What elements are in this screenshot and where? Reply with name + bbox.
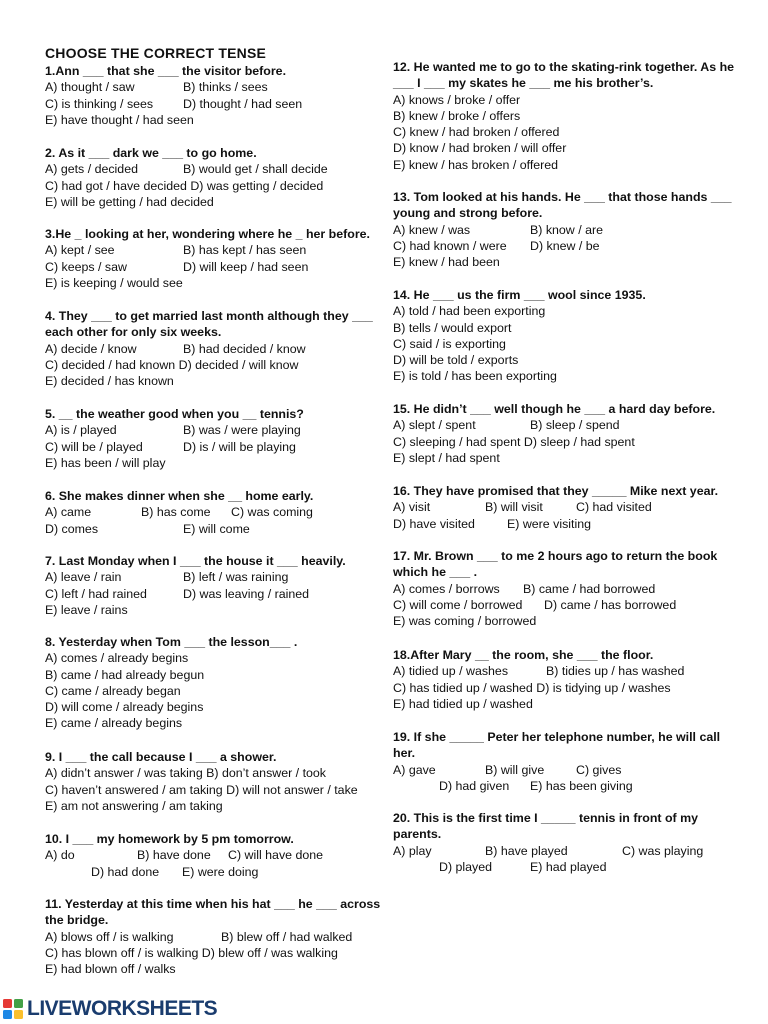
- question-text: 15. He didn’t ___ well though he ___ a hard day before.: [393, 402, 716, 416]
- option[interactable]: A) thought / saw: [45, 80, 135, 95]
- option[interactable]: D) will come / already begins: [45, 700, 204, 715]
- question-text: 12. He wanted me to go to the skating-rink together. As he ___ I ___ my skates he ___ me his brother’s.: [393, 60, 735, 91]
- option[interactable]: C) has blown off / is walking D) blew off / was walking: [45, 945, 338, 960]
- question-8: [45, 634, 390, 732]
- option[interactable]: B) came / had already begun: [45, 667, 205, 682]
- option[interactable]: A) knows / broke / offer: [393, 92, 521, 107]
- option[interactable]: C) keeps / saw: [45, 259, 127, 274]
- question-text: 3.He _ looking at her, wondering where he _ her before.: [45, 227, 370, 241]
- question-6: [45, 488, 390, 537]
- question-text: 18.After Mary __ the room, she ___ the floor.: [393, 648, 654, 662]
- option[interactable]: C) came / already began: [45, 683, 181, 698]
- option[interactable]: C) knew / had broken / offered: [393, 125, 560, 140]
- option[interactable]: B) has come: [141, 505, 211, 520]
- option[interactable]: B) came / had borrowed: [523, 581, 656, 596]
- question-text: 20. This is the first time I _____ tennis in front of my parents.: [393, 811, 699, 842]
- question-1: [45, 63, 390, 128]
- question-9: [45, 749, 390, 814]
- option[interactable]: C) was coming: [231, 505, 313, 520]
- option[interactable]: A) leave / rain: [45, 570, 122, 585]
- option[interactable]: A) gets / decided: [45, 162, 138, 177]
- question-text: 10. I ___ my homework by 5 pm tomorrow.: [45, 832, 294, 846]
- option[interactable]: A) slept / spent: [393, 418, 476, 433]
- option[interactable]: A) gave: [393, 762, 436, 777]
- liveworksheets-logo-icon: [2, 998, 24, 1020]
- option[interactable]: D) had done: [91, 864, 160, 879]
- question-text: 8. Yesterday when Tom ___ the lesson___ .: [45, 635, 298, 649]
- option[interactable]: C) haven’t answered / am taking D) will not answer / take: [45, 782, 358, 797]
- question-4: [45, 308, 390, 389]
- question-text: 19. If she _____ Peter her telephone number, he will call her.: [393, 730, 721, 761]
- option[interactable]: B) have done: [137, 848, 211, 863]
- option[interactable]: B) blew off / had walked: [221, 929, 353, 944]
- question-13: [393, 189, 743, 270]
- question-text: 6. She makes dinner when she __ home early.: [45, 489, 314, 503]
- question-text: 14. He ___ us the firm ___ wool since 1935.: [393, 288, 646, 302]
- option[interactable]: A) didn’t answer / was taking B) don’t answer / took: [45, 766, 326, 781]
- question-text: 11. Yesterday at this time when his hat ___ he ___ across the bridge.: [45, 897, 381, 928]
- option[interactable]: A) kept / see: [45, 243, 115, 258]
- question-12: [393, 59, 743, 173]
- option[interactable]: C) sleeping / had spent D) sleep / had spent: [393, 434, 635, 449]
- option[interactable]: B) know / are: [530, 222, 603, 237]
- option[interactable]: D) comes: [45, 521, 99, 536]
- option[interactable]: B) tidies up / has washed: [546, 664, 685, 679]
- question-text: 17. Mr. Brown ___ to me 2 hours ago to return the book which he ___ .: [393, 549, 718, 580]
- question-10: [45, 831, 390, 880]
- option[interactable]: D) had given: [439, 778, 510, 793]
- option[interactable]: A) decide / know: [45, 341, 137, 356]
- option[interactable]: E) leave / rains: [45, 602, 128, 617]
- option[interactable]: D) knew / be: [530, 238, 600, 253]
- option[interactable]: E) had tidied up / washed: [393, 696, 533, 711]
- option[interactable]: A) comes / already begins: [45, 651, 189, 666]
- option[interactable]: D) have visited: [393, 516, 475, 531]
- option[interactable]: E) slept / had spent: [393, 450, 500, 465]
- option[interactable]: E) was coming / borrowed: [393, 614, 537, 629]
- option[interactable]: D) is / will be playing: [183, 439, 296, 454]
- option[interactable]: E) have thought / had seen: [45, 112, 194, 127]
- option[interactable]: C) will be / played: [45, 439, 143, 454]
- option[interactable]: A) is / played: [45, 423, 117, 438]
- option[interactable]: B) had decided / know: [183, 341, 306, 356]
- option[interactable]: E) were visiting: [507, 516, 592, 531]
- question-text: 13. Tom looked at his hands. He ___ that those hands ___ young and strong before.: [393, 190, 732, 221]
- question-15: [393, 401, 743, 466]
- option[interactable]: C) will have done: [228, 848, 324, 863]
- option[interactable]: E) am not answering / am taking: [45, 798, 223, 813]
- option[interactable]: A) do: [45, 848, 75, 863]
- option[interactable]: C) gives: [576, 762, 622, 777]
- option[interactable]: E) will come: [183, 521, 250, 536]
- option[interactable]: C) will come / borrowed: [393, 597, 523, 612]
- option[interactable]: E) has been giving: [530, 778, 633, 793]
- option[interactable]: A) came: [45, 505, 92, 520]
- option[interactable]: C) had got / have decided D) was getting / decided: [45, 178, 324, 193]
- question-text: 5. __ the weather good when you __ tennis?: [45, 407, 304, 421]
- option[interactable]: C) was playing: [622, 843, 704, 858]
- option[interactable]: E) had blown off / walks: [45, 962, 176, 977]
- option[interactable]: B) sleep / spend: [530, 418, 620, 433]
- option[interactable]: E) is told / has been exporting: [393, 369, 557, 384]
- question-19: [393, 729, 743, 794]
- option[interactable]: E) had played: [530, 859, 607, 874]
- option[interactable]: B) would get / shall decide: [183, 162, 328, 177]
- option[interactable]: D) came / has borrowed: [544, 597, 677, 612]
- option[interactable]: E) decided / has known: [45, 374, 174, 389]
- option[interactable]: C) left / had rained: [45, 586, 147, 601]
- question-text: 1.Ann ___ that she ___ the visitor before.: [45, 64, 287, 78]
- option[interactable]: A) blows off / is walking: [45, 929, 174, 944]
- question-text: 2. As it ___ dark we ___ to go home.: [45, 146, 257, 160]
- option[interactable]: C) has tidied up / washed D) is tidying up / washes: [393, 680, 671, 695]
- option[interactable]: B) was / were playing: [183, 423, 301, 438]
- option[interactable]: A) tidied up / washes: [393, 664, 509, 679]
- option[interactable]: D) was leaving / rained: [183, 586, 310, 601]
- option[interactable]: A) visit: [393, 500, 431, 515]
- option[interactable]: A) knew / was: [393, 222, 471, 237]
- question-17: [393, 548, 743, 629]
- option[interactable]: B) will visit: [485, 500, 543, 515]
- option[interactable]: B) has kept / has seen: [183, 243, 307, 258]
- question-2: [45, 145, 390, 210]
- option[interactable]: A) comes / borrows: [393, 581, 500, 596]
- brand-name: LIVEWORKSHEETS: [27, 997, 218, 1020]
- question-text: 16. They have promised that they _____ Mike next year.: [393, 484, 719, 498]
- question-11: [45, 896, 390, 977]
- option[interactable]: B) left / was raining: [183, 570, 289, 585]
- option[interactable]: E) is keeping / would see: [45, 275, 183, 290]
- option[interactable]: E) knew / had been: [393, 255, 500, 270]
- option[interactable]: D) will be told / exports: [393, 353, 519, 368]
- worksheet-title: CHOOSE THE CORRECT TENSE: [45, 45, 267, 61]
- question-20: [393, 810, 743, 875]
- question-text: 9. I ___ the call because I ___ a shower.: [45, 750, 277, 764]
- option[interactable]: E) knew / has broken / offered: [393, 157, 559, 172]
- question-18: [393, 647, 743, 712]
- option[interactable]: B) knew / broke / offers: [393, 108, 521, 123]
- option[interactable]: E) has been / will play: [45, 455, 166, 470]
- option[interactable]: C) decided / had known D) decided / will know: [45, 357, 299, 372]
- question-text: 4. They ___ to get married last month although they ___ each other for only six weeks.: [45, 309, 373, 340]
- option[interactable]: C) is thinking / sees: [45, 96, 154, 111]
- option[interactable]: B) thinks / sees: [183, 80, 268, 95]
- question-5: [45, 406, 390, 471]
- option[interactable]: E) were doing: [182, 864, 259, 879]
- option[interactable]: E) will be getting / had decided: [45, 194, 214, 209]
- option[interactable]: D) know / had broken / will offer: [393, 141, 567, 156]
- option[interactable]: A) told / had been exporting: [393, 304, 546, 319]
- option[interactable]: D) will keep / had seen: [183, 259, 309, 274]
- option[interactable]: C) had known / were: [393, 238, 507, 253]
- option[interactable]: B) have played: [485, 843, 568, 858]
- question-text: 7. Last Monday when I ___ the house it ___ heavily.: [45, 554, 346, 568]
- option[interactable]: D) played: [439, 859, 493, 874]
- question-3: [45, 226, 390, 291]
- option[interactable]: C) had visited: [576, 500, 652, 515]
- option[interactable]: B) tells / would export: [393, 320, 512, 335]
- question-16: [393, 483, 743, 532]
- option[interactable]: D) thought / had seen: [183, 96, 303, 111]
- option[interactable]: E) came / already begins: [45, 716, 183, 731]
- question-14: [393, 287, 743, 385]
- option[interactable]: C) said / is exporting: [393, 336, 506, 351]
- option[interactable]: B) will give: [485, 762, 545, 777]
- question-7: [45, 553, 390, 618]
- option[interactable]: A) play: [393, 843, 432, 858]
- liveworksheets-logo[interactable]: [2, 996, 217, 1022]
